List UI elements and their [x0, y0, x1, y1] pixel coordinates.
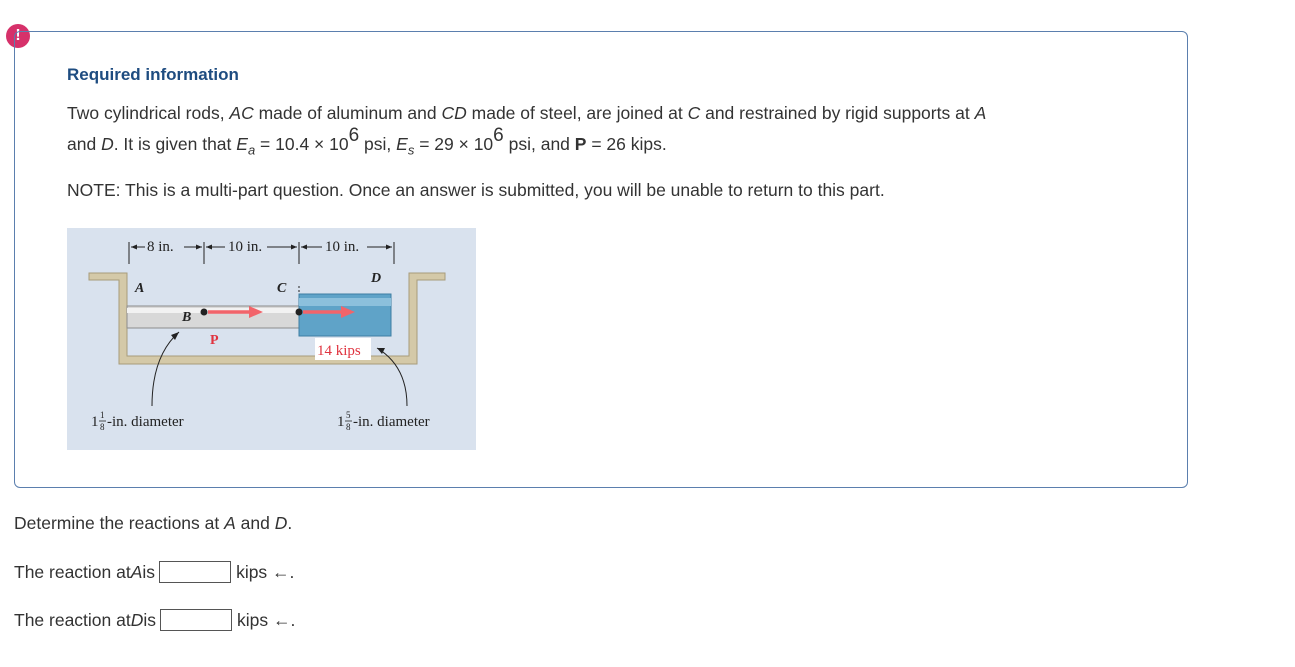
load-p-label: P	[210, 333, 219, 348]
alert-icon: !	[6, 24, 30, 48]
svg-text:8: 8	[100, 422, 105, 432]
svg-text:8: 8	[346, 422, 351, 432]
dim-ab-label: 8 in.	[147, 239, 174, 255]
problem-statement: Two cylindrical rods, AC made of aluminum and CD made of steel, are joined at C and restrained by rigid supports at A and D. It is given that $E_a = 10.4 \times 10^6$ psi, $E_s = 29 \times 10^6$ psi, and P = 26 kips.	[67, 103, 987, 158]
svg-text:1: 1	[100, 410, 105, 420]
load-14kips-label: 14 kips	[317, 343, 361, 359]
required-info-title: Required information	[67, 65, 239, 84]
question-text: Determine the reactions at A and D.	[14, 513, 293, 533]
reaction-a-input[interactable]	[159, 561, 231, 583]
multipart-note: NOTE: This is a multi-part question. Once an answer is submitted, you will be unable to return to this part.	[67, 180, 885, 200]
point-a-label: A	[135, 281, 145, 296]
svg-text:1: 1	[337, 414, 345, 430]
svg-text:5: 5	[346, 410, 351, 420]
reaction-d-input[interactable]	[160, 609, 232, 631]
answer-row-d: The reaction at D is kips ←.	[14, 609, 296, 630]
dim-cd-label: 10 in.	[325, 239, 360, 255]
point-c-label: C	[277, 281, 287, 296]
svg-text:1: 1	[91, 414, 99, 430]
rod-diagram	[67, 228, 476, 450]
left-diameter-label: -in. diameter	[107, 414, 184, 430]
dim-bc-label: 10 in.	[228, 239, 263, 255]
reaction-a-unit: kips ←.	[236, 561, 295, 582]
answer-row-a: The reaction at A is kips ←.	[14, 561, 295, 582]
right-diameter-label: -in. diameter	[353, 414, 430, 430]
reaction-d-unit: kips ←.	[237, 609, 296, 630]
point-d-label: D	[371, 271, 382, 286]
point-b-label: B	[182, 310, 192, 325]
